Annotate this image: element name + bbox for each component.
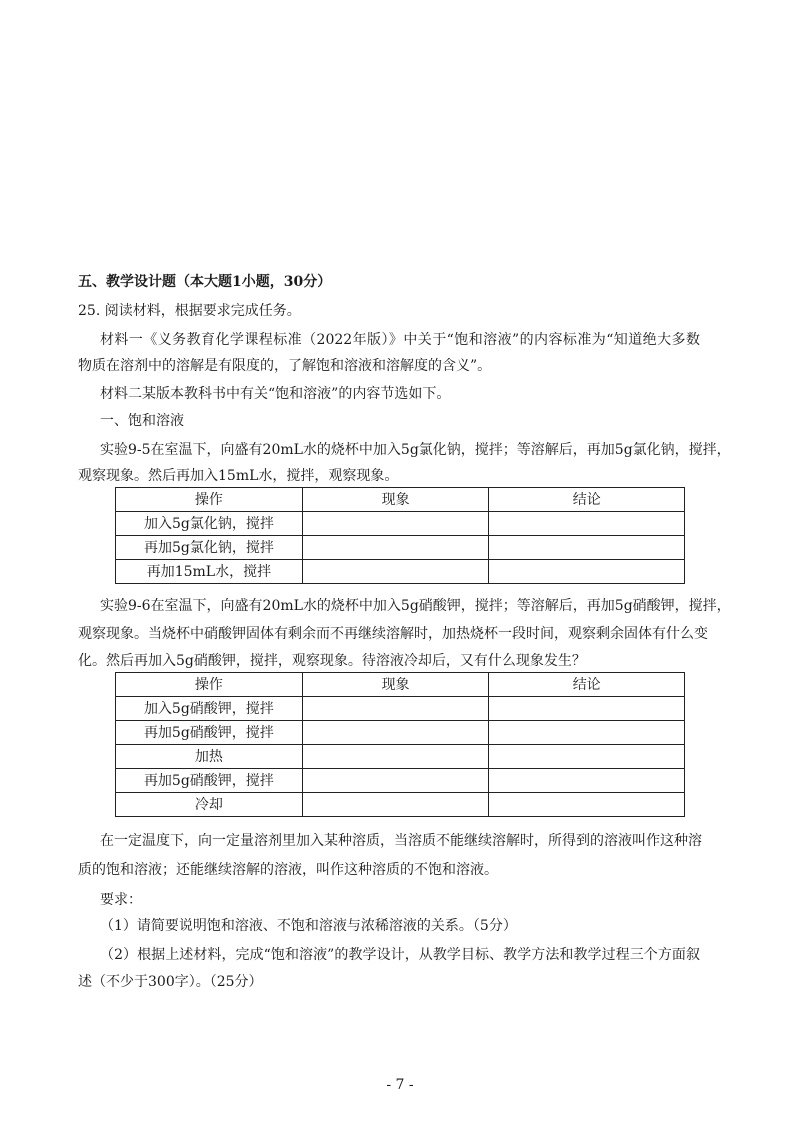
material2-intro: 材料二某版本教科书中有关“饱和溶液”的内容节选如下。 [100, 386, 451, 402]
table-header-row [116, 488, 685, 512]
definition-line1: 在一定温度下，向一定量溶剂里加入某种溶质，当溶质不能继续溶解时，所得到的溶液叫作这种溶 [100, 833, 702, 849]
requirement-2-line2: 述（不少于300字）。（25分） [78, 974, 263, 990]
table-cell [489, 793, 685, 817]
experiment1-table [115, 487, 685, 584]
table-cell: 加热 [116, 745, 303, 769]
table-cell: 再加5g氯化钠，搅拌 [116, 536, 303, 560]
table-cell [302, 560, 489, 584]
requirements-label: 要求： [100, 892, 142, 908]
experiment2-line2: 观察现象。当烧杯中硝酸钾固体有剩余而不再继续溶解时，加热烧杯一段时间，观察剩余固体有什么变 [78, 626, 708, 642]
table-cell [302, 745, 489, 769]
table-cell [489, 536, 685, 560]
table-header-cell: 结论 [489, 488, 685, 512]
definition-line2: 质的饱和溶液；还能继续溶解的溶液，叫作这种溶质的不饱和溶液。 [78, 862, 498, 878]
table-cell [302, 512, 489, 536]
table-row [116, 769, 685, 793]
experiment2-line3: 化。然后再加入5g硝酸钾，搅拌，观察现象。待溶液冷却后，又有什么现象发生？ [78, 653, 586, 669]
material1-line1: 材料一《义务教育化学课程标准（2022年版）》中关于“饱和溶液”的内容标准为“知道绝大多数 [100, 332, 700, 348]
table-cell: 加入5g硝酸钾，搅拌 [116, 697, 303, 721]
table-row [116, 721, 685, 745]
table-cell: 加入5g氯化钠，搅拌 [116, 512, 303, 536]
requirement-1: （1）请简要说明饱和溶液、不饱和溶液与浓稀溶液的关系。（5分） [100, 918, 517, 934]
table-row [116, 512, 685, 536]
table-header-cell: 结论 [489, 673, 685, 697]
table-cell: 冷却 [116, 793, 303, 817]
table-row [116, 560, 685, 584]
table-cell [489, 560, 685, 584]
experiment2-line1: 实验9-6在室温下，向盛有20mL水的烧杯中加入5g硝酸钾，搅拌；等溶解后，再加5g硝酸钾，搅拌， [100, 598, 731, 614]
requirement-2-line1: （2）根据上述材料，完成“饱和溶液”的教学设计，从教学目标、教学方法和教学过程三个方面叙 [100, 947, 700, 963]
question-prompt: 25. 阅读材料，根据要求完成任务。 [78, 303, 301, 319]
table-cell [302, 536, 489, 560]
table-cell [302, 697, 489, 721]
table-cell [302, 793, 489, 817]
table-row [116, 793, 685, 817]
table-cell [489, 721, 685, 745]
table-header-row [116, 673, 685, 697]
table-header-cell: 操作 [116, 488, 303, 512]
table-row [116, 697, 685, 721]
table-cell [489, 512, 685, 536]
table-header-cell: 操作 [116, 673, 303, 697]
table-row [116, 536, 685, 560]
table-cell: 再加15mL水，搅拌 [116, 560, 303, 584]
experiment2-table [115, 672, 685, 817]
table-header-cell: 现象 [302, 488, 489, 512]
table-cell [302, 721, 489, 745]
table-cell [489, 769, 685, 793]
table-cell: 再加5g硝酸钾，搅拌 [116, 769, 303, 793]
table-row [116, 745, 685, 769]
table-header-cell: 现象 [302, 673, 489, 697]
material1-line2: 物质在溶剂中的溶解是有限度的，了解饱和溶液和溶解度的含义”。 [78, 358, 492, 374]
subsection-title: 一、饱和溶液 [100, 413, 184, 429]
table-cell [489, 745, 685, 769]
page-number: - 7 - [386, 1077, 414, 1093]
section-title: 五、教学设计题（本大题1小题，30分） [78, 274, 332, 290]
table-cell [302, 769, 489, 793]
experiment1-line1: 实验9-5在室温下，向盛有20mL水的烧杯中加入5g氯化钠，搅拌；等溶解后，再加5g氯化钠，搅拌， [100, 442, 731, 458]
table-cell: 再加5g硝酸钾，搅拌 [116, 721, 303, 745]
experiment1-line2: 观察现象。然后再加入15mL水，搅拌，观察现象。 [78, 468, 399, 484]
table-cell [489, 697, 685, 721]
